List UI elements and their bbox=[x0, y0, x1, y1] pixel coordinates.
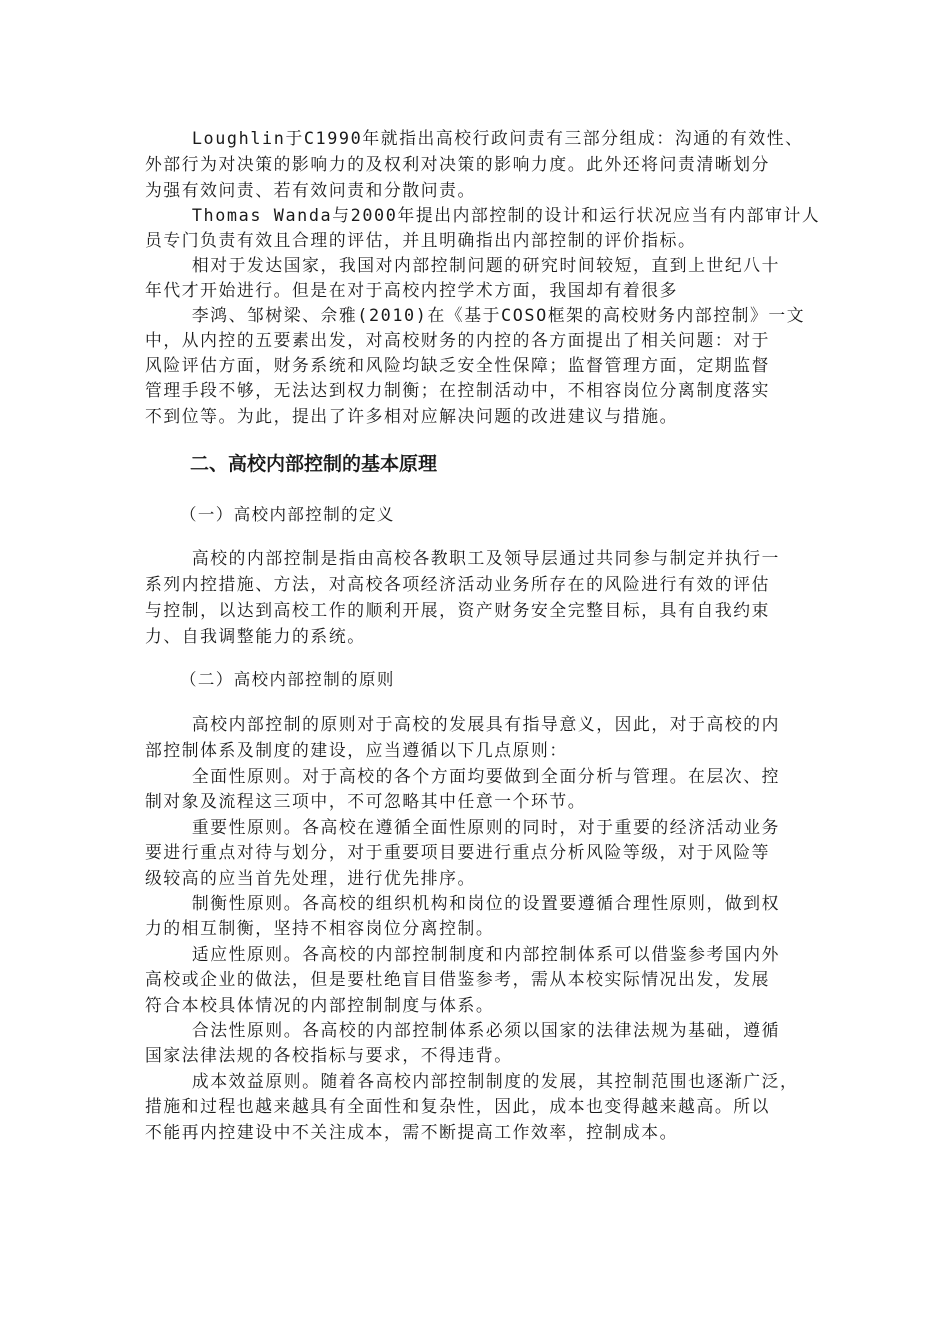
principles-intro-line-2: 部控制体系及制度的建设，应当遵循以下几点原则： bbox=[145, 740, 568, 760]
intro-p4-line-4: 管理手段不够，无法达到权力制衡；在控制活动中，不相容岗位分离制度落实 bbox=[145, 380, 770, 400]
definition-line-4: 力、自我调整能力的系统。 bbox=[145, 626, 366, 646]
principle-5-line-2: 国家法律法规的各校指标与要求，不得违背。 bbox=[145, 1045, 513, 1065]
subsection-title-definition: （一）高校内部控制的定义 bbox=[180, 505, 395, 524]
principle-2-line-2: 要进行重点对待与划分，对于重要项目要进行重点分析风险等级，对于风险等 bbox=[145, 842, 770, 862]
intro-p3-line-2: 年代才开始进行。但是在对于高校内控学术方面，我国却有着很多 bbox=[145, 280, 679, 300]
intro-p4-line-3: 风险评估方面，财务系统和风险均缺乏安全性保障；监督管理方面，定期监督 bbox=[145, 355, 770, 375]
intro-p4-line-2: 中，从内控的五要素出发，对高校财务的内控的各方面提出了相关问题：对于 bbox=[145, 330, 770, 350]
definition-line-2: 系列内控措施、方法，对高校各项经济活动业务所存在的风险进行有效的评估 bbox=[145, 574, 770, 594]
intro-p1-line-2: 外部行为对决策的影响力的及权利对决策的影响力度。此外还将问责清晰划分 bbox=[145, 154, 770, 174]
principle-4-line-2: 高校或企业的做法，但是要杜绝盲目借鉴参考，需从本校实际情况出发，发展 bbox=[145, 969, 770, 989]
intro-p2-line-1: Thomas Wanda与2000年提出内部控制的设计和运行状况应当有内部审计人 bbox=[145, 205, 821, 225]
principle-4-line-1: 适应性原则。各高校的内部控制制度和内部控制体系可以借鉴参考国内外 bbox=[145, 944, 781, 964]
principle-1-line-1: 全面性原则。对于高校的各个方面均要做到全面分析与管理。在层次、控 bbox=[145, 766, 781, 786]
section-heading: 二、高校内部控制的基本原理 bbox=[190, 453, 438, 475]
principle-6-line-2: 措施和过程也越来越具有全面性和复杂性，因此，成本也变得越来越高。所以 bbox=[145, 1096, 770, 1116]
principle-4-line-3: 符合本校具体情况的内部控制制度与体系。 bbox=[145, 995, 495, 1015]
intro-p3-line-1: 相对于发达国家，我国对内部控制问题的研究时间较短，直到上世纪八十 bbox=[145, 255, 781, 275]
intro-p4-line-1: 李鸿、邹树梁、佘雅(2010)在《基于COSO框架的高校财务内部控制》一文 bbox=[145, 305, 806, 325]
intro-p2-line-2: 员专门负责有效且合理的评估，并且明确指出内部控制的评价指标。 bbox=[145, 230, 697, 250]
principle-5-line-1: 合法性原则。各高校的内部控制体系必须以国家的法律法规为基础，遵循 bbox=[145, 1020, 781, 1040]
principle-6-line-3: 不能再内控建设中不关注成本，需不断提高工作效率，控制成本。 bbox=[145, 1122, 679, 1142]
principles-intro-line-1: 高校内部控制的原则对于高校的发展具有指导意义，因此，对于高校的内 bbox=[145, 714, 781, 734]
definition-line-3: 与控制，以达到高校工作的顺利开展，资产财务安全完整目标，具有自我约束 bbox=[145, 600, 770, 620]
intro-p1-line-3: 为强有效问责、若有效问责和分散问责。 bbox=[145, 180, 476, 200]
principle-3-line-1: 制衡性原则。各高校的组织机构和岗位的设置要遵循合理性原则，做到权 bbox=[145, 893, 781, 913]
principle-2-line-1: 重要性原则。各高校在遵循全面性原则的同时，对于重要的经济活动业务 bbox=[145, 817, 781, 837]
definition-line-1: 高校的内部控制是指由高校各教职工及领导层通过共同参与制定并执行一 bbox=[145, 548, 781, 568]
intro-p1-line-1: Loughlin于C1990年就指出高校行政问责有三部分组成：沟通的有效性、 bbox=[145, 128, 804, 148]
principle-1-line-2: 制对象及流程这三项中，不可忽略其中任意一个环节。 bbox=[145, 791, 587, 811]
intro-p4-line-5: 不到位等。为此，提出了许多相对应解决问题的改进建议与措施。 bbox=[145, 406, 679, 426]
principle-2-line-3: 级较高的应当首先处理，进行优先排序。 bbox=[145, 868, 476, 888]
subsection-title-principles: （二）高校内部控制的原则 bbox=[180, 670, 395, 689]
principle-6-line-1: 成本效益原则。随着各高校内部控制制度的发展，其控制范围也逐渐广泛， bbox=[145, 1071, 799, 1091]
principle-3-line-2: 力的相互制衡，坚持不相容岗位分离控制。 bbox=[145, 918, 495, 938]
